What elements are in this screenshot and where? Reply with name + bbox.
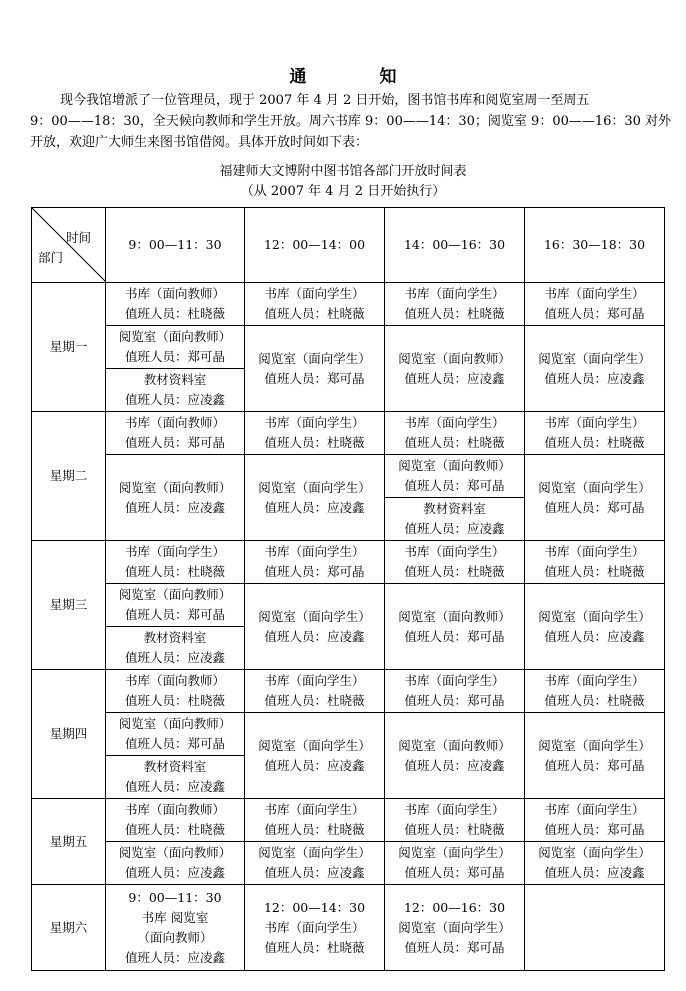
day-cell: 星期五 [32,799,106,885]
cell-line: 值班人员：杜晓薇 [264,939,365,955]
cell-line: 阅览室（面向教师） [398,458,511,473]
schedule-cell [106,283,245,326]
cell-line: 值班人员：应凌鑫 [124,499,225,515]
schedule-cell [245,584,385,670]
schedule-cell [525,283,665,326]
slot-header: 9：00—11：30 [106,208,245,283]
cell-line: 值班人员：郑可晶 [544,757,645,773]
cell-line: 值班人员：郑可晶 [124,435,225,450]
cell-line: 阅览室（面向学生） [538,737,651,753]
cell-line: 值班人员：杜晓薇 [544,693,645,708]
cell-line: 值班人员：应凌鑫 [124,865,225,880]
cell-line: 值班人员：杜晓薇 [544,435,645,450]
cell-line: 值班人员：郑可晶 [404,693,505,708]
table-row [32,283,665,326]
cell-line: 书库（面向学生） [264,286,365,301]
cell-line: 12：00—16：30 [403,899,506,915]
header-row [32,208,665,283]
schedule-cell [245,412,385,455]
schedule-cell [106,541,245,584]
slot-header: 14：00—16：30 [385,208,525,283]
cell-line: 值班人员：杜晓薇 [264,822,365,837]
schedule-cell [245,670,385,713]
cell-line: 值班人员：郑可晶 [544,822,645,837]
schedule-cell [385,584,525,670]
cell-line: 阅览室（面向学生） [538,608,651,624]
table-row [32,326,665,369]
cell-line: 书库（面向学生） [544,544,645,559]
cell-line: 书库（面向学生） [404,286,505,301]
table-row [32,713,665,756]
cell-line: 值班人员：应凌鑫 [544,865,645,880]
cell-line: 值班人员：郑可晶 [544,499,645,515]
cell-line: 值班人员：应凌鑫 [544,370,645,386]
cell-line: 值班人员：应凌鑫 [544,628,645,644]
schedule-cell [385,498,525,541]
cell-line: 阅览室（面向学生） [258,350,371,366]
schedule-cell [525,584,665,670]
schedule-cell [106,885,245,971]
slot-header: 16：30—18：30 [525,208,665,283]
table-row [32,584,665,627]
cell-line: 值班人员：杜晓薇 [404,822,505,837]
table-row [32,842,665,885]
cell-line: 书库（面向学生） [404,415,505,430]
schedule-cell [106,584,245,627]
cell-line: 教材资料室 [143,372,207,387]
cell-line: 阅览室（面向教师） [398,737,511,753]
cell-line: 12：00—14：30 [263,899,366,915]
schedule-cell [525,885,665,971]
cell-line: 书库（面向学生） [264,415,365,430]
schedule-cell [385,670,525,713]
cell-line: 书库（面向学生） [544,415,645,430]
cell-line: （面向教师） [137,929,213,945]
cell-line: 值班人员：杜晓薇 [124,822,225,837]
schedule-cell [525,670,665,713]
schedule-cell [245,885,385,971]
cell-line: 阅览室（面向学生） [258,608,371,624]
schedule-cell [525,412,665,455]
cell-line: 值班人员：郑可晶 [404,939,505,955]
cell-line: 阅览室（面向教师） [118,329,232,344]
cell-line: 值班人员：应凌鑫 [404,521,505,536]
cell-line: 值班人员：杜晓薇 [544,564,645,579]
schedule-cell [525,842,665,885]
schedule-cell [385,283,525,326]
cell-line: 书库（面向学生） [544,802,645,817]
day-cell: 星期四 [32,670,106,799]
cell-line: 值班人员：杜晓薇 [124,564,225,579]
cell-line: 值班人员：应凌鑫 [124,650,225,665]
schedule-cell [385,842,525,885]
cell-line: 阅览室（面向学生） [538,845,651,860]
table-row [32,799,665,842]
cell-line: 值班人员：郑可晶 [124,736,225,751]
cell-line: 阅览室（面向教师） [118,716,232,731]
cell-line: 阅览室（面向学生） [258,845,371,860]
cell-line: 阅览室（面向学生） [398,919,511,935]
corner-label-time: 时间 [65,230,91,245]
cell-line: 值班人员：杜晓薇 [124,306,225,321]
cell-line: 值班人员：郑可晶 [544,306,645,321]
schedule-cell [525,713,665,799]
cell-line: 阅览室（面向教师） [398,350,511,366]
table-row [32,412,665,455]
table-caption: 福建师大文博附中图书馆各部门开放时间表 [219,164,467,179]
cell-line: 书库（面向教师） [124,802,225,817]
schedule-cell [245,326,385,412]
cell-line: 教材资料室 [423,501,486,516]
day-cell: 星期一 [32,283,106,412]
cell-line: 值班人员：应凌鑫 [124,779,225,794]
cell-line: 书库（面向学生） [264,802,365,817]
intro-line: 现今我馆增派了一位管理员，现于 2007 年 4 月 2 日开始，图书馆书库和阅览室周一至周五 [60,93,590,108]
cell-line: 值班人员：应凌鑫 [264,757,365,773]
cell-line: 书库（面向教师） [124,415,225,430]
schedule-table [31,207,665,971]
schedule-cell [385,412,525,455]
intro-line: 开放，欢迎广大师生来图书馆借阅。具体开放时间如下表： [30,135,369,150]
cell-line: 阅览室（面向教师） [118,479,232,495]
cell-line: 值班人员：杜晓薇 [264,435,365,450]
schedule-cell [106,326,245,369]
table-caption-date: （从 2007 年 4 月 2 日开始执行） [240,184,446,199]
schedule-cell [106,412,245,455]
schedule-cell [385,799,525,842]
cell-line: 书库 阅览室 [141,909,209,925]
cell-line: 书库（面向学生） [264,544,365,559]
schedule-cell [106,369,245,412]
corner-label-dept: 部门 [38,250,64,265]
schedule-cell [525,326,665,412]
day-cell: 星期六 [32,885,106,971]
cell-line: 书库（面向学生） [544,286,645,301]
cell-line: 教材资料室 [143,630,207,645]
schedule-cell [525,799,665,842]
schedule-cell [106,713,245,756]
cell-line: 值班人员：郑可晶 [404,628,505,644]
table-row [32,670,665,713]
cell-line: 值班人员：应凌鑫 [264,628,365,644]
schedule-cell [245,799,385,842]
cell-line: 值班人员：郑可晶 [124,607,225,622]
slot-header: 12：00—14：00 [245,208,385,283]
cell-line: 值班人员：应凌鑫 [124,392,225,407]
cell-line: 书库（面向学生） [264,673,365,688]
cell-line: 值班人员：郑可晶 [124,349,225,364]
cell-line: 值班人员：杜晓薇 [264,306,365,321]
cell-line: 值班人员：应凌鑫 [264,865,365,880]
cell-line: 值班人员：应凌鑫 [404,757,505,773]
schedule-cell [245,283,385,326]
cell-line: 值班人员：郑可晶 [404,478,505,493]
schedule-cell [525,541,665,584]
schedule-cell [106,756,245,799]
cell-line: 值班人员：郑可晶 [264,564,365,579]
schedule-cell [385,455,525,498]
schedule-cell [385,713,525,799]
schedule-cell [245,842,385,885]
cell-line: 值班人员：杜晓薇 [124,693,225,708]
cell-line: 书库（面向学生） [264,919,365,935]
day-cell: 星期二 [32,412,106,541]
schedule-cell [106,799,245,842]
cell-line: 书库（面向学生） [124,544,225,559]
corner-cell [32,208,106,283]
cell-line: 值班人员：杜晓薇 [404,435,505,450]
cell-line: 阅览室（面向学生） [258,479,371,495]
cell-line: 值班人员：应凌鑫 [124,949,225,965]
schedule-cell [106,670,245,713]
cell-line: 9：00—11：30 [128,889,222,905]
cell-line: 值班人员：杜晓薇 [404,306,505,321]
cell-line: 书库（面向学生） [404,544,505,559]
schedule-cell [385,541,525,584]
cell-line: 书库（面向学生） [404,673,505,688]
table-row [32,541,665,584]
schedule-cell [245,541,385,584]
cell-line: 书库（面向学生） [544,673,645,688]
notice-title: 通 知 [289,67,425,87]
schedule-cell [106,455,245,541]
table-row [32,455,665,498]
cell-line: 书库（面向学生） [404,802,505,817]
schedule-cell [106,842,245,885]
schedule-cell [245,713,385,799]
intro-line: 9：00——18：30，全天候向教师和学生开放。周六书库 9：00——14：30；阅览室 9：00——16：30 对外 [30,114,672,129]
cell-line: 书库（面向教师） [124,286,225,301]
cell-line: 阅览室（面向学生） [398,845,511,860]
table-row [32,885,665,971]
cell-line: 阅览室（面向学生） [258,737,371,753]
cell-line: 值班人员：应凌鑫 [404,370,505,386]
day-cell: 星期三 [32,541,106,670]
cell-line: 值班人员：杜晓薇 [264,693,365,708]
schedule-cell [385,885,525,971]
cell-line: 阅览室（面向学生） [538,479,651,495]
cell-line: 阅览室（面向教师） [118,845,232,860]
cell-line: 书库（面向教师） [124,673,225,688]
schedule-cell [245,455,385,541]
cell-line: 阅览室（面向教师） [118,587,232,602]
cell-line: 阅览室（面向学生） [538,350,651,366]
cell-line: 教材资料室 [143,759,207,774]
schedule-cell [106,627,245,670]
schedule-cell [525,455,665,541]
cell-line: 值班人员：郑可晶 [404,865,505,880]
schedule-cell [385,326,525,412]
intro-paragraph [30,90,672,153]
cell-line: 阅览室（面向教师） [398,608,511,624]
cell-line: 值班人员：应凌鑫 [264,499,365,515]
cell-line: 值班人员：杜晓薇 [404,564,505,579]
cell-line: 值班人员：郑可晶 [264,370,365,386]
